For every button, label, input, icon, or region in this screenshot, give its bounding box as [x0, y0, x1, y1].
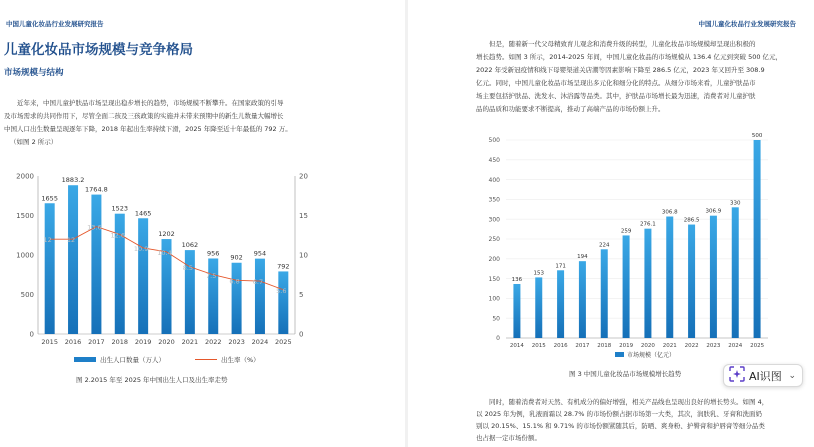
x-tick-label: 2016	[64, 338, 82, 346]
paragraph-line: 别以 20.15%、15.1% 和 9.71% 的市场份额紧随其后，防晒、爽身粉、护臀膏和护唇膏等细分品类	[476, 422, 765, 430]
paragraph-line: 增长趋势。如图 3 所示，2014-2025 年间，中国儿童化妆品的市场规模从 136.4 亿元到突破 500 亿元，	[476, 53, 783, 61]
x-tick-label: 2023	[706, 343, 721, 349]
rate-value-label: 13.6	[87, 223, 102, 232]
bar	[623, 235, 630, 338]
bar-value-label: 954	[253, 249, 267, 258]
x-tick-label: 2015	[531, 343, 546, 349]
x-tick-label: 2019	[619, 343, 634, 349]
paragraph-line: 2022 年受新冠疫情和线下母婴渠道关店潮等因素影响下降至 286.5 亿元，2023 年又回升至 308.9	[476, 66, 765, 74]
y-tick-label: 50	[492, 315, 500, 323]
bar-value-label: 1202	[158, 230, 175, 239]
rate-value-label: 12.6	[110, 231, 126, 240]
rate-value-label: 12	[43, 236, 52, 245]
paragraph-line: 近年来，中国儿童护肤品市场呈现出稳步增长的趋势，市场规模不断攀升。在国家政策的引导	[17, 99, 284, 107]
y-tick-label: 400	[488, 176, 500, 184]
legend-swatch-births	[74, 357, 96, 362]
bar-value-label: 286.5	[683, 217, 700, 224]
bar	[644, 229, 651, 338]
closing-paragraph	[476, 396, 811, 444]
y2-tick-label: 0	[299, 330, 304, 339]
y-tick-label: 350	[488, 196, 500, 204]
paragraph-line: （如图 2 所示）	[10, 138, 58, 146]
bar	[45, 203, 55, 334]
intro-paragraph	[476, 38, 811, 116]
bar	[601, 249, 608, 338]
x-tick-label: 2019	[134, 338, 152, 346]
running-head: 中国儿童化妆品行业发展研究报告	[698, 20, 796, 28]
ai-recognize-button[interactable]	[723, 364, 803, 387]
section-title: 儿童化妆品市场规模与竞争格局	[4, 42, 193, 58]
y2-tick-label: 20	[299, 172, 308, 181]
y-tick-label: 100	[488, 295, 500, 303]
rate-value-label: 10.9	[133, 244, 149, 253]
chevron-down-icon: ⌄	[788, 370, 796, 381]
x-tick-label: 2020	[640, 343, 655, 349]
birth-chart	[0, 160, 405, 370]
x-tick-label: 2024	[728, 343, 743, 349]
y2-tick-label: 5	[299, 291, 304, 299]
y-tick-label: 0	[29, 330, 34, 339]
bar	[557, 270, 564, 338]
x-tick-label: 2025	[275, 338, 292, 346]
bar-value-label: 500	[751, 133, 763, 139]
rate-value-label: 8.5	[182, 263, 194, 272]
y-tick-label: 150	[488, 275, 500, 283]
y2-tick-label: 15	[299, 212, 308, 220]
bar-value-label: 902	[230, 253, 243, 262]
paragraph-line: 同时，随着消费者对天然、有机成分的偏好增强，相关产品线也呈现出良好的增长势头。如图 4，	[489, 398, 769, 406]
bar-value-label: 306.9	[705, 208, 722, 215]
left-page	[0, 0, 405, 447]
bar-value-label: 276.1	[640, 221, 656, 228]
rate-value-label: 7.5	[206, 271, 217, 280]
y-tick-label: 200	[488, 256, 500, 263]
subsection-title: 市场规模与结构	[4, 68, 64, 78]
y-tick-label: 450	[488, 157, 500, 164]
x-tick-label: 2016	[553, 343, 568, 349]
bar	[754, 140, 761, 338]
bar-value-label: 136	[511, 276, 523, 283]
y-tick-label: 300	[488, 216, 500, 224]
bar	[666, 217, 673, 338]
bar	[278, 271, 288, 334]
bar	[68, 185, 78, 334]
x-tick-label: 2025	[750, 343, 765, 349]
bar	[688, 225, 695, 338]
paragraph-line: 场主要包括护肤品、洗发水、沐浴露等品类。其中，护肤品市场增长最为迅速，消费者对儿童护肤	[476, 92, 756, 100]
x-tick-label: 2021	[181, 338, 199, 346]
bar-value-label: 259	[620, 228, 632, 235]
y-tick-label: 500	[20, 291, 34, 299]
y-tick-label: 2000	[16, 172, 34, 181]
bar-value-label: 1764.8	[85, 185, 108, 194]
x-tick-label: 2015	[41, 338, 58, 346]
bar	[513, 284, 520, 338]
bar	[252, 259, 265, 334]
bar	[535, 277, 542, 338]
bar	[732, 207, 739, 338]
y-tick-label: 1000	[16, 251, 34, 260]
rate-value-label: 6.8	[229, 277, 240, 286]
rate-value-label: 10.4	[157, 248, 172, 257]
x-tick-label: 2017	[575, 343, 590, 349]
bar	[138, 218, 148, 334]
x-tick-label: 2018	[111, 338, 129, 346]
figure-caption: 图 2.2015 年至 2025 年中国出生人口及出生率走势	[76, 376, 228, 384]
y-tick-label: 0	[496, 335, 500, 343]
y2-tick-label: 10	[299, 251, 308, 260]
x-tick-label: 2018	[597, 343, 612, 349]
x-tick-label: 2017	[88, 338, 105, 346]
legend-swatch-market	[615, 352, 624, 357]
bar	[232, 263, 242, 334]
market-size-chart	[478, 130, 768, 362]
x-tick-label: 2023	[228, 338, 245, 346]
bar-value-label: 1883.2	[61, 176, 85, 185]
rate-value-label: 12	[66, 236, 76, 245]
ai-scan-icon	[729, 366, 745, 385]
x-tick-label: 2022	[204, 338, 222, 346]
bar	[710, 216, 717, 338]
bar-value-label: 224	[599, 242, 610, 249]
bar-value-label: 1655	[41, 194, 58, 203]
paragraph-line: 亿元。同时，中国儿童化妆品市场呈现出多元化和细分化的特点。从细分市场来看，儿童护肤品市	[476, 79, 756, 87]
x-tick-label: 2024	[251, 338, 269, 346]
figure-caption: 图 3 中国儿童化妆品市场规模增长趋势	[569, 370, 682, 378]
paragraph-line: 以 2025 年为例，乳液面霜以 28.7% 的市场份额占据市场第一大类，其次，润肤乳、牙膏和洗面奶	[476, 410, 762, 418]
legend-label-rate: 出生率（%）	[221, 356, 260, 364]
bar	[208, 258, 218, 334]
bar-value-label: 194	[577, 254, 588, 261]
running-head: 中国儿童化妆品行业发展研究报告	[6, 20, 104, 28]
y-tick-label: 500	[488, 137, 500, 145]
ai-button-label: AI识图	[749, 369, 782, 383]
x-tick-label: 2021	[662, 343, 677, 349]
x-tick-label: 2020	[158, 338, 175, 346]
paragraph-line: 中国人口出生数量呈现逐年下降，2018 年起出生率持续下滑，2025 年降至近十年最低的 792 万。	[4, 125, 292, 133]
bar	[579, 261, 586, 338]
bar	[182, 250, 195, 334]
bar-value-label: 306.8	[661, 209, 678, 216]
bar-value-label: 153	[533, 270, 544, 277]
x-tick-label: 2022	[684, 343, 699, 349]
bar-value-label: 330	[730, 200, 741, 207]
y-tick-label: 1500	[16, 212, 34, 220]
paragraph-line: 品的品质和功能要求不断提高，推动了高端产品的市场份额上升。	[476, 105, 665, 113]
bar-value-label: 956	[207, 249, 220, 258]
paragraph-line: 但是，随着新一代父母精致育儿观念和消费升级的转型，儿童化妆品市场规模却呈现出积极的	[489, 40, 756, 48]
x-tick-label: 2014	[509, 343, 524, 349]
legend-label-births: 出生人口数量（万人）	[100, 356, 165, 364]
paragraph-line: 也占据一定市场份额。	[476, 434, 541, 442]
bar-value-label: 1062	[181, 241, 199, 250]
intro-paragraph	[4, 97, 399, 149]
rate-value-label: 5.6	[276, 286, 287, 295]
bar-value-label: 171	[555, 263, 566, 270]
bar-value-label: 1523	[111, 204, 129, 213]
legend-label-market: 市场规模（亿元）	[627, 352, 676, 359]
paragraph-line: 及市场需求的共同作用下，尽管全面二孩及三孩政策的实施并未带来预期中的新生儿数量大幅增长	[4, 112, 284, 120]
bar	[91, 195, 101, 334]
y-tick-label: 250	[488, 236, 500, 244]
bar-value-label: 792	[277, 262, 290, 271]
bar-value-label: 1465	[134, 209, 152, 218]
rate-value-label: 6.7	[252, 278, 264, 287]
